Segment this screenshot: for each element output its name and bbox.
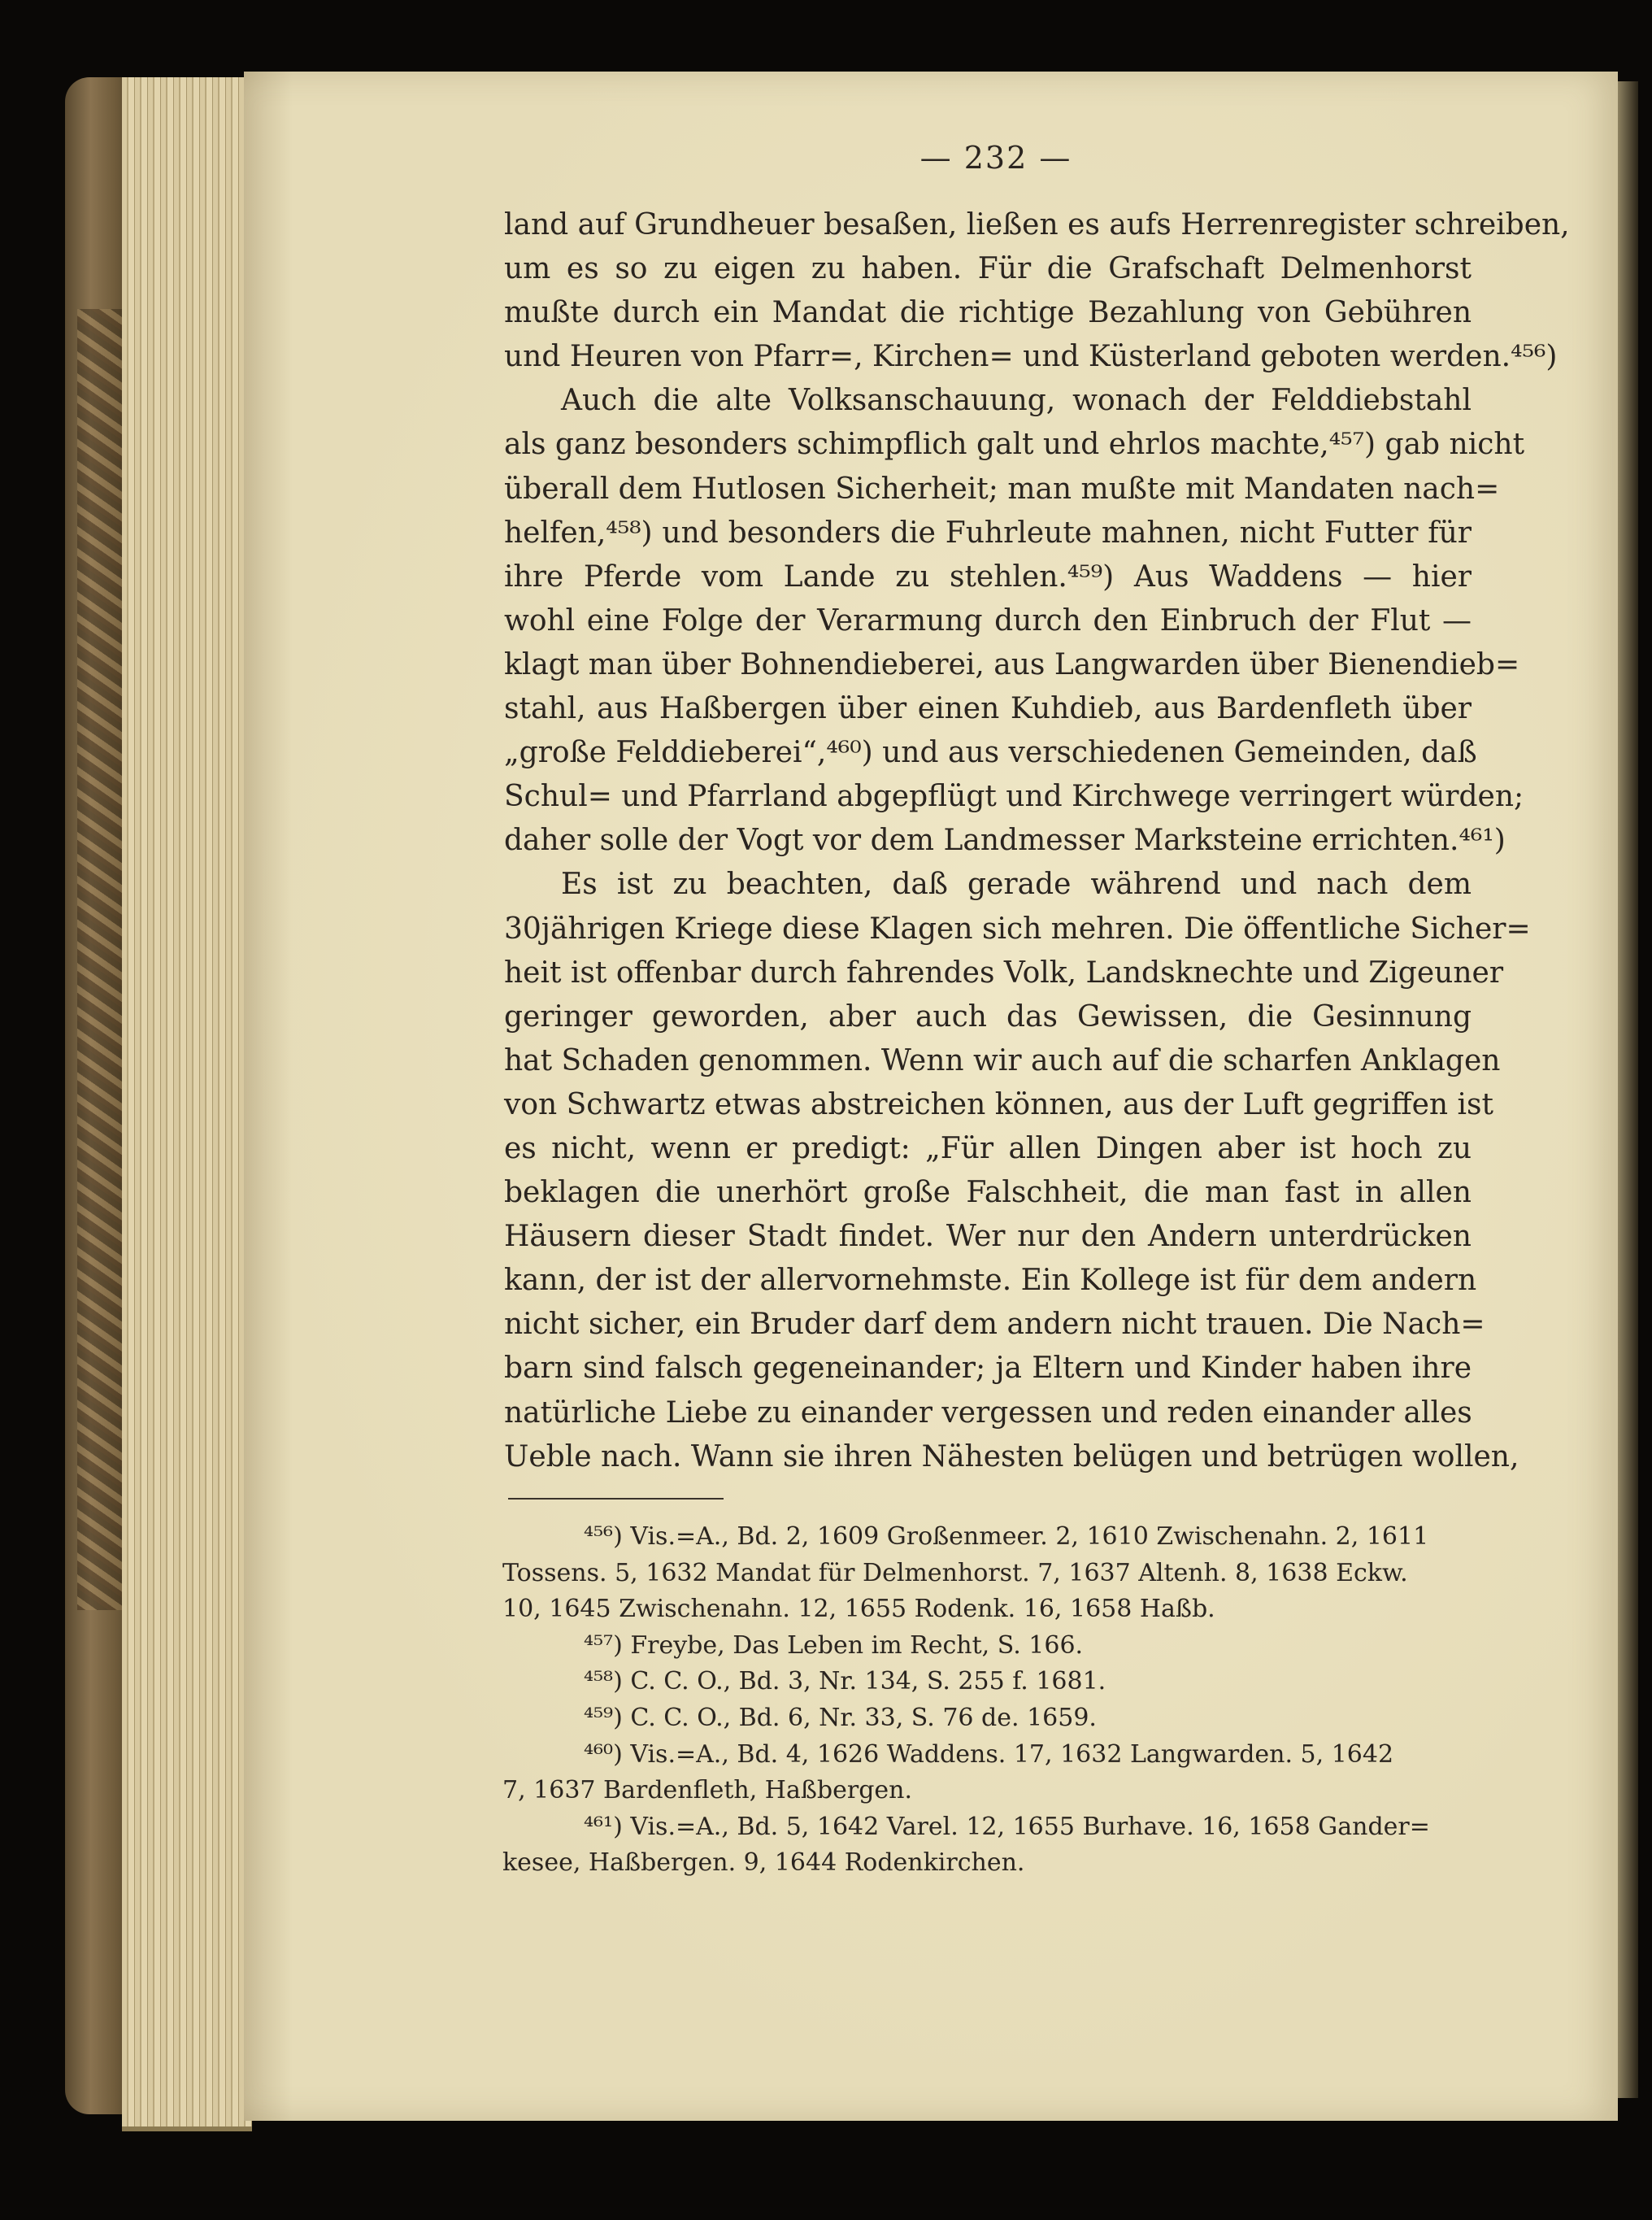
text-line: Es ist zu beachten, daß gerade während und nach dem (561, 868, 1472, 902)
text-line: mußte durch ein Mandat die richtige Bezahlung von Gebühren (504, 296, 1472, 330)
footnote-line: ⁴⁵⁸) C. C. O., Bd. 3, Nr. 134, S. 255 f. 1681. (584, 1667, 1106, 1696)
footnotes (502, 1519, 1470, 1882)
text-line: kann, der ist der allervornehmste. Ein Kollege ist für dem andern (504, 1264, 1477, 1298)
text-line: von Schwartz etwas abstreichen können, aus der Luft gegriffen ist (504, 1087, 1493, 1121)
footnote-line: Tossens. 5, 1632 Mandat für Delmenhorst. 7, 1637 Altenh. 8, 1638 Eckw. (502, 1558, 1408, 1587)
text-line: Auch die alte Volksanschauung, wonach der Felddiebstahl (561, 384, 1472, 418)
text-line: wohl eine Folge der Verarmung durch den Einbruch der Flut — (504, 603, 1472, 638)
text-line: als ganz besonders schimpflich galt und ehrlos machte,⁴⁵⁷) gab nicht (504, 428, 1525, 462)
text-line: Ueble nach. Wann sie ihren Nähesten belügen und betrügen wollen, (504, 1439, 1519, 1473)
text-line: überall dem Hutlosen Sicherheit; man mußte mit Mandaten nach= (504, 472, 1500, 506)
footnote-line: ⁴⁵⁷) Freybe, Das Leben im Recht, S. 166. (584, 1630, 1084, 1660)
footnote-line: 7, 1637 Bardenfleth, Haßbergen. (502, 1776, 913, 1805)
text-line: 30jährigen Kriege diese Klagen sich mehren. Die öffentliche Sicher= (504, 912, 1531, 946)
footnote-line: kesee, Haßbergen. 9, 1644 Rodenkirchen. (502, 1848, 1025, 1878)
text-line: es nicht, wenn er predigt: „Für allen Dingen aber ist hoch zu (504, 1131, 1472, 1165)
footnote-line: ⁴⁶⁰) Vis.=A., Bd. 4, 1626 Waddens. 17, 1632 Langwarden. 5, 1642 (584, 1739, 1394, 1769)
text-line: nicht sicher, ein Bruder darf dem andern nicht trauen. Die Nach= (504, 1308, 1485, 1342)
text-line: heit ist offenbar durch fahrendes Volk, Landsknechte und Zigeuner (504, 955, 1504, 990)
text-line: stahl, aus Haßbergen über einen Kuhdieb, aus Bardenfleth über (504, 692, 1472, 726)
footnote-separator (508, 1498, 724, 1500)
text-line: hat Schaden genommen. Wenn wir auch auf die scharfen Anklagen (504, 1043, 1501, 1077)
footnote-line: ⁴⁶¹) Vis.=A., Bd. 5, 1642 Varel. 12, 1655 Burhave. 16, 1658 Gander= (584, 1812, 1430, 1841)
text-line: daher solle der Vogt vor dem Landmesser Marksteine errichten.⁴⁶¹) (504, 824, 1506, 858)
text-line: Häusern dieser Stadt findet. Wer nur den Andern unterdrücken (504, 1220, 1472, 1254)
text-line: geringer geworden, aber auch das Gewissen, die Gesinnung (504, 999, 1472, 1034)
body-text (504, 203, 1570, 1479)
page-number: — 232 — (919, 140, 1072, 176)
text-line: „große Felddieberei“,⁴⁶⁰) und aus verschiedenen Gemeinden, daß (504, 736, 1477, 770)
text-line: und Heuren von Pfarr=, Kirchen= und Küsterland geboten werden.⁴⁵⁶) (504, 340, 1558, 374)
footnote-line: ⁴⁵⁹) C. C. O., Bd. 6, Nr. 33, S. 76 de. 1659. (584, 1703, 1097, 1732)
text-line: klagt man über Bohnendieberei, aus Langwarden über Bienendieb= (504, 647, 1520, 681)
text-line: beklagen die unerhört große Falschheit, die man fast in allen (504, 1176, 1472, 1210)
text-line: barn sind falsch gegeneinander; ja Eltern und Kinder haben ihre (504, 1352, 1472, 1386)
text-line: land auf Grundheuer besaßen, ließen es aufs Herrenregister schreiben, (504, 208, 1570, 242)
text-line: helfen,⁴⁵⁸) und besonders die Fuhrleute mahnen, nicht Futter für (504, 516, 1472, 550)
footnote-line: ⁴⁵⁶) Vis.=A., Bd. 2, 1609 Großenmeer. 2, 1610 Zwischenahn. 2, 1611 (584, 1522, 1429, 1551)
text-line: natürliche Liebe zu einander vergessen und reden einander alles (504, 1395, 1472, 1430)
text-line: Schul= und Pfarrland abgepflügt und Kirchwege verringert würden; (504, 780, 1524, 814)
marbled-cover-pattern (77, 309, 126, 1610)
footnote-line: 10, 1645 Zwischenahn. 12, 1655 Rodenk. 16, 1658 Haßb. (502, 1595, 1215, 1624)
text-line: ihre Pferde vom Lande zu stehlen.⁴⁵⁹) Aus Waddens — hier (504, 559, 1472, 594)
page-stack-edges (122, 77, 252, 2131)
text-line: um es so zu eigen zu haben. Für die Grafschaft Delmenhorst (504, 252, 1472, 286)
